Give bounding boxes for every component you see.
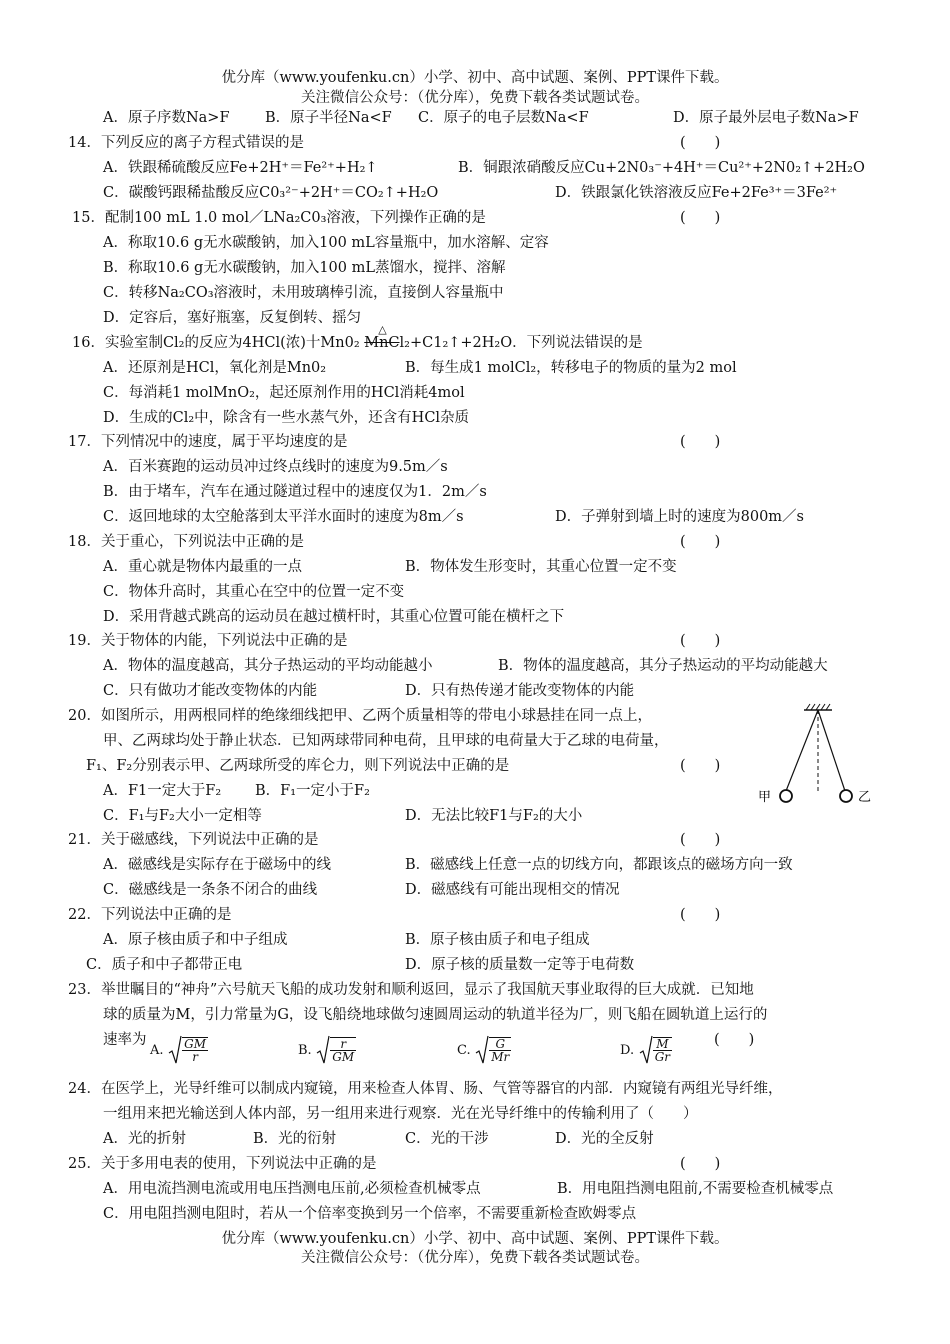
footer-line-1: 优分库（www.youfenku.cn）小学、初中、高中试题、案例、PPT课件下载。 <box>221 1231 729 1247</box>
q20-stem-line-2: 甲、乙两球均处于静止状态．已知两球带同种电荷，且甲球的电荷量大于乙球的电荷量， <box>103 733 669 749</box>
q13-option-d: D．原子最外层电子数Na>F <box>673 110 859 126</box>
header-line-2: 关注微信公众号：（优分库），免费下载各类试题试卷。 <box>301 90 649 106</box>
q14-option-d: D．铁跟氯化铁溶液反应Fe+2Fe³⁺＝3Fe²⁺ <box>555 185 838 201</box>
q16-stem <box>72 323 643 353</box>
q14-option-a: A．铁跟稀硫酸反应Fe+2H⁺＝Fe²⁺+H₂↑ <box>103 160 378 176</box>
q24-stem-line-2: 一组用来把光输送到人体内部，另一组用来进行观察．光在光导纤维中的传输利用了（ ） <box>103 1106 698 1122</box>
q15-answer-paren: ( ) <box>680 210 721 226</box>
q23-option-a-fraction <box>182 1037 208 1063</box>
q20-option-c: C．F₁与F₂大小一定相等 <box>103 808 262 824</box>
q19-option-b: B．物体的温度越高，其分子热运动的平均动能越大 <box>498 658 828 674</box>
q23-option-d-label: D. <box>620 1043 635 1058</box>
q18-option-b: B．物体发生形变时，其重心位置一定不变 <box>405 559 677 575</box>
q14-stem: 14．下列反应的离子方程式错误的是 <box>68 135 304 151</box>
q25-option-b: B．用电阻挡测电阻前,不需要检查机械零点 <box>557 1181 834 1197</box>
q21-answer-paren: ( ) <box>680 832 721 848</box>
q21-stem: 21．关于磁感线，下列说法中正确的是 <box>68 832 319 848</box>
q16-reaction-arrow <box>364 323 400 353</box>
q18-option-a: A．重心就是物体内最重的一点 <box>103 559 302 575</box>
q16-option-d: D．生成的Cl₂中，除含有一些水蒸气外，还含有HCl杂质 <box>103 410 470 426</box>
q20-option-a: A．F1一定大于F₂ <box>103 783 222 799</box>
q16-option-a: A．还原剂是HCl，氧化剂是Mn0₂ <box>103 360 327 376</box>
q22-option-d: D．原子核的质量数一定等于电荷数 <box>405 957 635 973</box>
q24-option-b: B．光的衍射 <box>253 1131 337 1147</box>
q25-stem: 25．关于多用电表的使用，下列说法中正确的是 <box>68 1156 377 1172</box>
q23-stem-line-2: 球的质量为M，引力常量为G，设飞船绕地球做匀速圆周运动的轨道半径为厂，则飞船在圆轨道上运行的 <box>103 1007 768 1023</box>
q23-option-c-fraction <box>489 1037 511 1063</box>
q22-stem: 22．下列说法中正确的是 <box>68 907 232 923</box>
q20-pendulum-figure <box>752 700 882 815</box>
q23-option-a-label: A. <box>150 1043 164 1058</box>
fraction-denominator: Gr <box>654 1050 671 1064</box>
q23-option-c <box>457 1032 511 1068</box>
q23-stem-line-1: 23．举世瞩目的“神舟”六号航天飞船的成功发射和顺利返回，显示了我国航天事业取得的巨大成就．已知地 <box>68 982 754 998</box>
q15-option-d: D．定容后，塞好瓶塞，反复倒转、摇匀 <box>103 310 362 326</box>
footer-line-2: 关注微信公众号：（优分库），免费下载各类试题试卷。 <box>301 1250 649 1266</box>
q20-option-b: B．F₁一定小于F₂ <box>255 783 370 799</box>
left-thread <box>786 710 818 791</box>
q18-answer-paren: ( ) <box>680 534 721 550</box>
q25-answer-paren: ( ) <box>680 1156 721 1172</box>
label-yi: 乙 <box>858 790 872 805</box>
q14-answer-paren: ( ) <box>680 135 721 151</box>
q18-stem: 18．关于重心，下列说法中正确的是 <box>68 534 304 550</box>
q15-option-c: C．转移Na₂CO₃溶液时，未用玻璃棒引流，直接倒人容量瓶中 <box>103 285 504 301</box>
q23-option-b <box>298 1032 356 1068</box>
q17-option-d: D．子弹射到墙上时的速度为800m／s <box>555 509 804 525</box>
q24-stem-line-1: 24．在医学上，光导纤维可以制成内窥镜，用来检查人体胃、肠、气管等器官的内部．内窥镜有两组光导纤维， <box>68 1081 783 1097</box>
fraction-numerator: M <box>653 1038 672 1051</box>
q13-option-c: C．原子的电子层数Na<F <box>418 110 589 126</box>
q24-option-c: C．光的干涉 <box>405 1131 489 1147</box>
q14-option-b: B．铜跟浓硝酸反应Cu+2N0₃⁻+4H⁺＝Cu²⁺+2N0₂↑+2H₂O <box>458 160 865 176</box>
q19-stem: 19．关于物体的内能，下列说法中正确的是 <box>68 633 348 649</box>
fraction-denominator: GM <box>332 1050 355 1064</box>
q14-option-c: C．碳酸钙跟稀盐酸反应C0₃²⁻+2H⁺＝CO₂↑+H₂O <box>103 185 439 201</box>
q20-option-d: D．无法比较F1与F₂的大小 <box>405 808 583 824</box>
q21-option-d: D．磁感线有可能出现相交的情况 <box>405 882 620 898</box>
q21-option-c: C．磁感线是一条条不闭合的曲线 <box>103 882 318 898</box>
q22-option-b: B．原子核由质子和电子组成 <box>405 932 590 948</box>
sqrt-icon <box>168 1032 182 1068</box>
q20-stem-line-1: 20．如图所示，用两根同样的绝缘细线把甲、乙两个质量相等的带电小球悬挂在同一点上， <box>68 708 652 724</box>
q17-option-b: B．由于堵车，汽车在通过隧道过程中的速度仅为1．2m／s <box>103 484 487 500</box>
q23-option-c-label: C. <box>457 1043 471 1058</box>
q18-option-d: D．采用背越式跳高的运动员在越过横杆时，其重心位置可能在横杆之下 <box>103 609 565 625</box>
q15-option-a: A．称取10.6 g无水碳酸钠，加入100 mL容量瓶中，加水溶解、定容 <box>103 235 549 251</box>
q22-option-c: C．质子和中子都带正电 <box>86 957 243 973</box>
q16-heat-symbol: △ <box>378 323 387 336</box>
sqrt-icon <box>475 1032 489 1068</box>
q22-answer-paren: ( ) <box>680 907 721 923</box>
header-line-1: 优分库（www.youfenku.cn）小学、初中、高中试题、案例、PPT课件下载。 <box>221 70 729 86</box>
q13-option-a: A．原子序数Na>F <box>103 110 230 126</box>
label-jia: 甲 <box>758 790 772 805</box>
ball-yi <box>840 790 852 802</box>
q23-answer-paren: ( ) <box>714 1032 755 1048</box>
q21-option-a: A．磁感线是实际存在于磁场中的线 <box>103 857 331 873</box>
right-thread <box>818 710 845 791</box>
q23-option-b-fraction <box>330 1037 356 1063</box>
q25-option-a: A．用电流挡测电流或用电压挡测电压前,必须检查机械零点 <box>103 1181 481 1197</box>
q19-option-c: C．只有做功才能改变物体的内能 <box>103 683 318 699</box>
ball-jia <box>780 790 792 802</box>
q17-option-a: A．百米赛跑的运动员冲过终点线时的速度为9.5m／s <box>103 459 448 475</box>
q17-answer-paren: ( ) <box>680 434 721 450</box>
q16-option-b: B．每生成1 molCl₂，转移电子的物质的量为2 mol <box>405 360 737 376</box>
q20-answer-paren: ( ) <box>680 758 721 774</box>
sqrt-icon <box>639 1032 653 1068</box>
q23-option-a <box>150 1032 208 1068</box>
q21-option-b: B．磁感线上任意一点的切线方向，都跟该点的磁场方向一致 <box>405 857 793 873</box>
q16-option-c: C．每消耗1 molMnO₂，起还原剂作用的HCl消耗4mol <box>103 385 465 401</box>
q16-stem-pre: 16．实验室制Cl₂的反应为4HCl(浓)十Mn0₂ <box>72 335 360 351</box>
fraction-denominator: r <box>192 1050 198 1064</box>
fraction-denominator: Mr <box>491 1050 510 1064</box>
q19-answer-paren: ( ) <box>680 633 721 649</box>
q17-option-c: C．返回地球的太空舱落到太平洋水面时的速度为8m／s <box>103 509 464 525</box>
q19-option-a: A．物体的温度越高，其分子热运动的平均动能越小 <box>103 658 433 674</box>
fraction-numerator: G <box>489 1038 511 1051</box>
q18-option-c: C．物体升高时，其重心在空中的位置一定不变 <box>103 584 405 600</box>
sqrt-icon <box>316 1032 330 1068</box>
fraction-numerator: GM <box>184 1037 207 1051</box>
q17-stem: 17．下列情况中的速度，属于平均速度的是 <box>68 434 348 450</box>
q23-option-d-fraction <box>653 1037 672 1063</box>
q22-option-a: A．原子核由质子和中子组成 <box>103 932 288 948</box>
q20-stem-line-3: F₁、F₂分别表示甲、乙两球所受的库仑力，则下列说法中正确的是 <box>86 758 510 774</box>
q16-stem-post: l₂+C1₂↑+2H₂O．下列说法错误的是 <box>399 335 643 351</box>
q25-option-c: C．用电阻挡测电阻时，若从一个倍率变换到另一个倍率，不需要重新检查欧姆零点 <box>103 1206 637 1222</box>
ceiling-hatch <box>804 704 832 710</box>
q23-option-d <box>620 1032 672 1068</box>
q19-option-d: D．只有热传递才能改变物体的内能 <box>405 683 635 699</box>
q24-option-a: A．光的折射 <box>103 1131 186 1147</box>
fraction-numerator: r <box>330 1038 356 1051</box>
q16-struck-text: MnC <box>364 335 400 351</box>
q13-option-b: B．原子半径Na<F <box>265 110 392 126</box>
q15-stem: 15．配制100 mL 1.0 mol／LNa₂C0₃溶液，下列操作正确的是 <box>72 210 486 226</box>
q15-option-b: B．称取10.6 g无水碳酸钠，加入100 mL蒸馏水，搅拌、溶解 <box>103 260 506 276</box>
q23-option-b-label: B. <box>298 1043 312 1058</box>
q23-stem-line-3: 速率为 <box>103 1032 147 1048</box>
q24-option-d: D．光的全反射 <box>555 1131 654 1147</box>
